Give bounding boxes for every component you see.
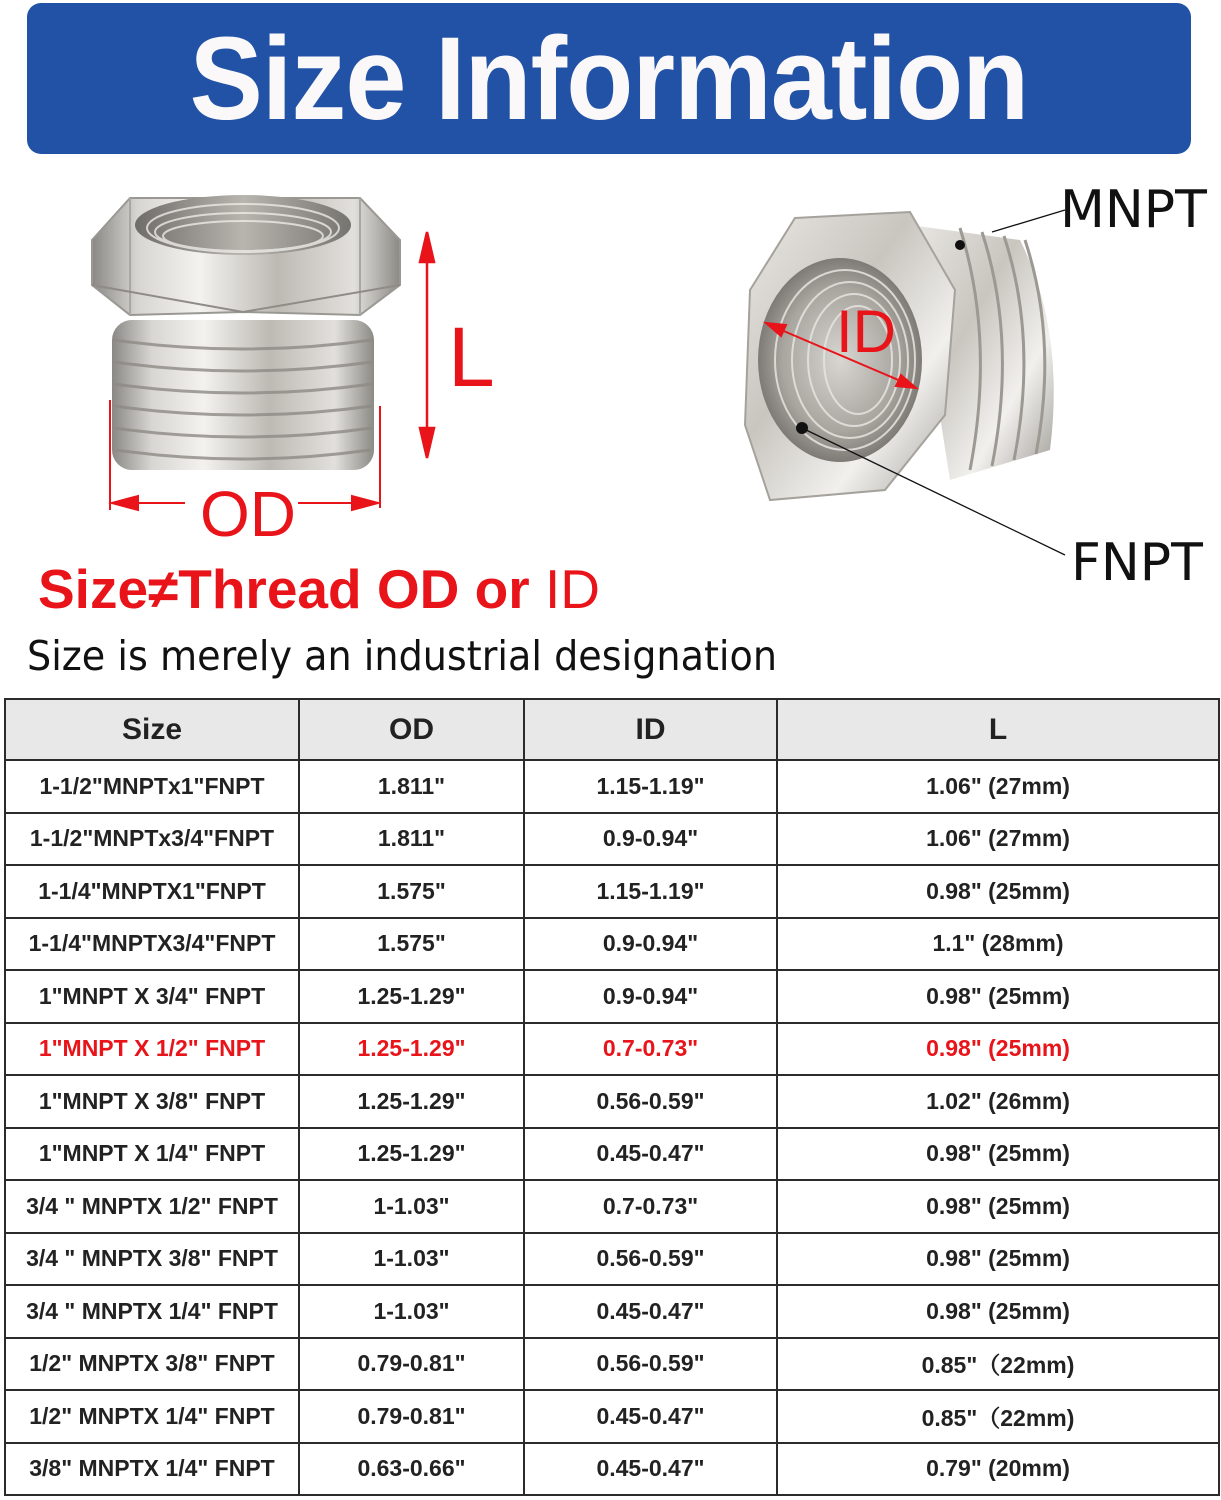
table-header-row: [5, 699, 1219, 760]
outer-diameter-label: OD: [200, 478, 296, 550]
table-row: [5, 1180, 1219, 1233]
cell-size: 3/4 " MNPTX 3/8" FNPT: [5, 1233, 299, 1286]
cell-l: 0.98" (25mm): [777, 1128, 1219, 1181]
table-row: [5, 1023, 1219, 1076]
cell-od: 1-1.03": [299, 1180, 524, 1233]
cell-id: 0.7-0.73": [524, 1023, 777, 1076]
cell-l: 1.06" (27mm): [777, 760, 1219, 813]
cell-l: 0.85"（22mm): [777, 1338, 1219, 1391]
cell-od: 1-1.03": [299, 1233, 524, 1286]
cell-l: 0.98" (25mm): [777, 1285, 1219, 1338]
cell-id: 0.7-0.73": [524, 1180, 777, 1233]
cell-id: 0.45-0.47": [524, 1285, 777, 1338]
size-warning-main: Size≠Thread OD or: [38, 558, 545, 620]
table-row: [5, 970, 1219, 1023]
cell-size: 1/2" MNPTX 1/4" FNPT: [5, 1390, 299, 1443]
cell-od: 1.25-1.29": [299, 1128, 524, 1181]
cell-size: 1"MNPT X 3/4" FNPT: [5, 970, 299, 1023]
table-row: [5, 1285, 1219, 1338]
cell-l: 0.98" (25mm): [777, 1180, 1219, 1233]
cell-id: 1.15-1.19": [524, 865, 777, 918]
length-label: L: [448, 310, 495, 404]
cell-size: 1"MNPT X 3/8" FNPT: [5, 1075, 299, 1128]
cell-id: 0.9-0.94": [524, 970, 777, 1023]
table-row: [5, 1233, 1219, 1286]
table-row: [5, 813, 1219, 866]
table-row: [5, 1443, 1219, 1496]
cell-l: 0.98" (25mm): [777, 1233, 1219, 1286]
fnpt-label: FNPT: [1071, 533, 1203, 593]
header-l: L: [777, 699, 1219, 760]
cell-size: 3/8" MNPTX 1/4" FNPT: [5, 1443, 299, 1496]
cell-od: 1.575": [299, 918, 524, 971]
table-row: [5, 1128, 1219, 1181]
cell-od: 1.25-1.29": [299, 1075, 524, 1128]
title-banner: [27, 3, 1191, 154]
table-row: [5, 865, 1219, 918]
cell-id: 0.45-0.47": [524, 1390, 777, 1443]
cell-size: 1-1/4"MNPTX3/4"FNPT: [5, 918, 299, 971]
cell-l: 0.98" (25mm): [777, 1023, 1219, 1076]
length-dimension-arrow: [420, 232, 434, 458]
cell-l: 1.02" (26mm): [777, 1075, 1219, 1128]
header-id: ID: [524, 699, 777, 760]
cell-l: 0.98" (25mm): [777, 865, 1219, 918]
cell-id: 0.9-0.94": [524, 918, 777, 971]
header-size: Size: [5, 699, 299, 760]
cell-l: 1.06" (27mm): [777, 813, 1219, 866]
cell-od: 1.811": [299, 760, 524, 813]
cell-id: 0.45-0.47": [524, 1128, 777, 1181]
cell-id: 0.45-0.47": [524, 1443, 777, 1496]
page-title: Size Information: [189, 12, 1029, 145]
inner-diameter-label: ID: [836, 298, 896, 365]
cell-id: 0.56-0.59": [524, 1338, 777, 1391]
cell-size: 1/2" MNPTX 3/8" FNPT: [5, 1338, 299, 1391]
cell-od: 1.25-1.29": [299, 970, 524, 1023]
size-warning-id: ID: [544, 558, 600, 620]
cell-size: 1"MNPT X 1/4" FNPT: [5, 1128, 299, 1181]
size-spec-table: [4, 698, 1220, 1496]
table-row: [5, 1390, 1219, 1443]
cell-id: 0.56-0.59": [524, 1233, 777, 1286]
cell-od: 0.63-0.66": [299, 1443, 524, 1496]
cell-od: 1.25-1.29": [299, 1023, 524, 1076]
cell-l: 1.1" (28mm): [777, 918, 1219, 971]
table-row: [5, 1338, 1219, 1391]
cell-size: 3/4 " MNPTX 1/4" FNPT: [5, 1285, 299, 1338]
header-od: OD: [299, 699, 524, 760]
cell-od: 1.575": [299, 865, 524, 918]
cell-id: 1.15-1.19": [524, 760, 777, 813]
table-row: [5, 1075, 1219, 1128]
cell-l: 0.79" (20mm): [777, 1443, 1219, 1496]
cell-size: 1-1/4"MNPTX1"FNPT: [5, 865, 299, 918]
cell-size: 1"MNPT X 1/2" FNPT: [5, 1023, 299, 1076]
cell-id: 0.9-0.94": [524, 813, 777, 866]
cell-od: 1-1.03": [299, 1285, 524, 1338]
mnpt-label: MNPT: [1060, 180, 1207, 240]
cell-size: 3/4 " MNPTX 1/2" FNPT: [5, 1180, 299, 1233]
cell-size: 1-1/2"MNPTx1"FNPT: [5, 760, 299, 813]
table-row: [5, 918, 1219, 971]
cell-id: 0.56-0.59": [524, 1075, 777, 1128]
designation-note: Size is merely an industrial designation: [27, 632, 778, 680]
cell-l: 0.98" (25mm): [777, 970, 1219, 1023]
cell-l: 0.85"（22mm): [777, 1390, 1219, 1443]
cell-size: 1-1/2"MNPTx3/4"FNPT: [5, 813, 299, 866]
size-warning: [38, 558, 600, 620]
cell-od: 0.79-0.81": [299, 1338, 524, 1391]
cell-od: 1.811": [299, 813, 524, 866]
cell-od: 0.79-0.81": [299, 1390, 524, 1443]
table-row: [5, 760, 1219, 813]
